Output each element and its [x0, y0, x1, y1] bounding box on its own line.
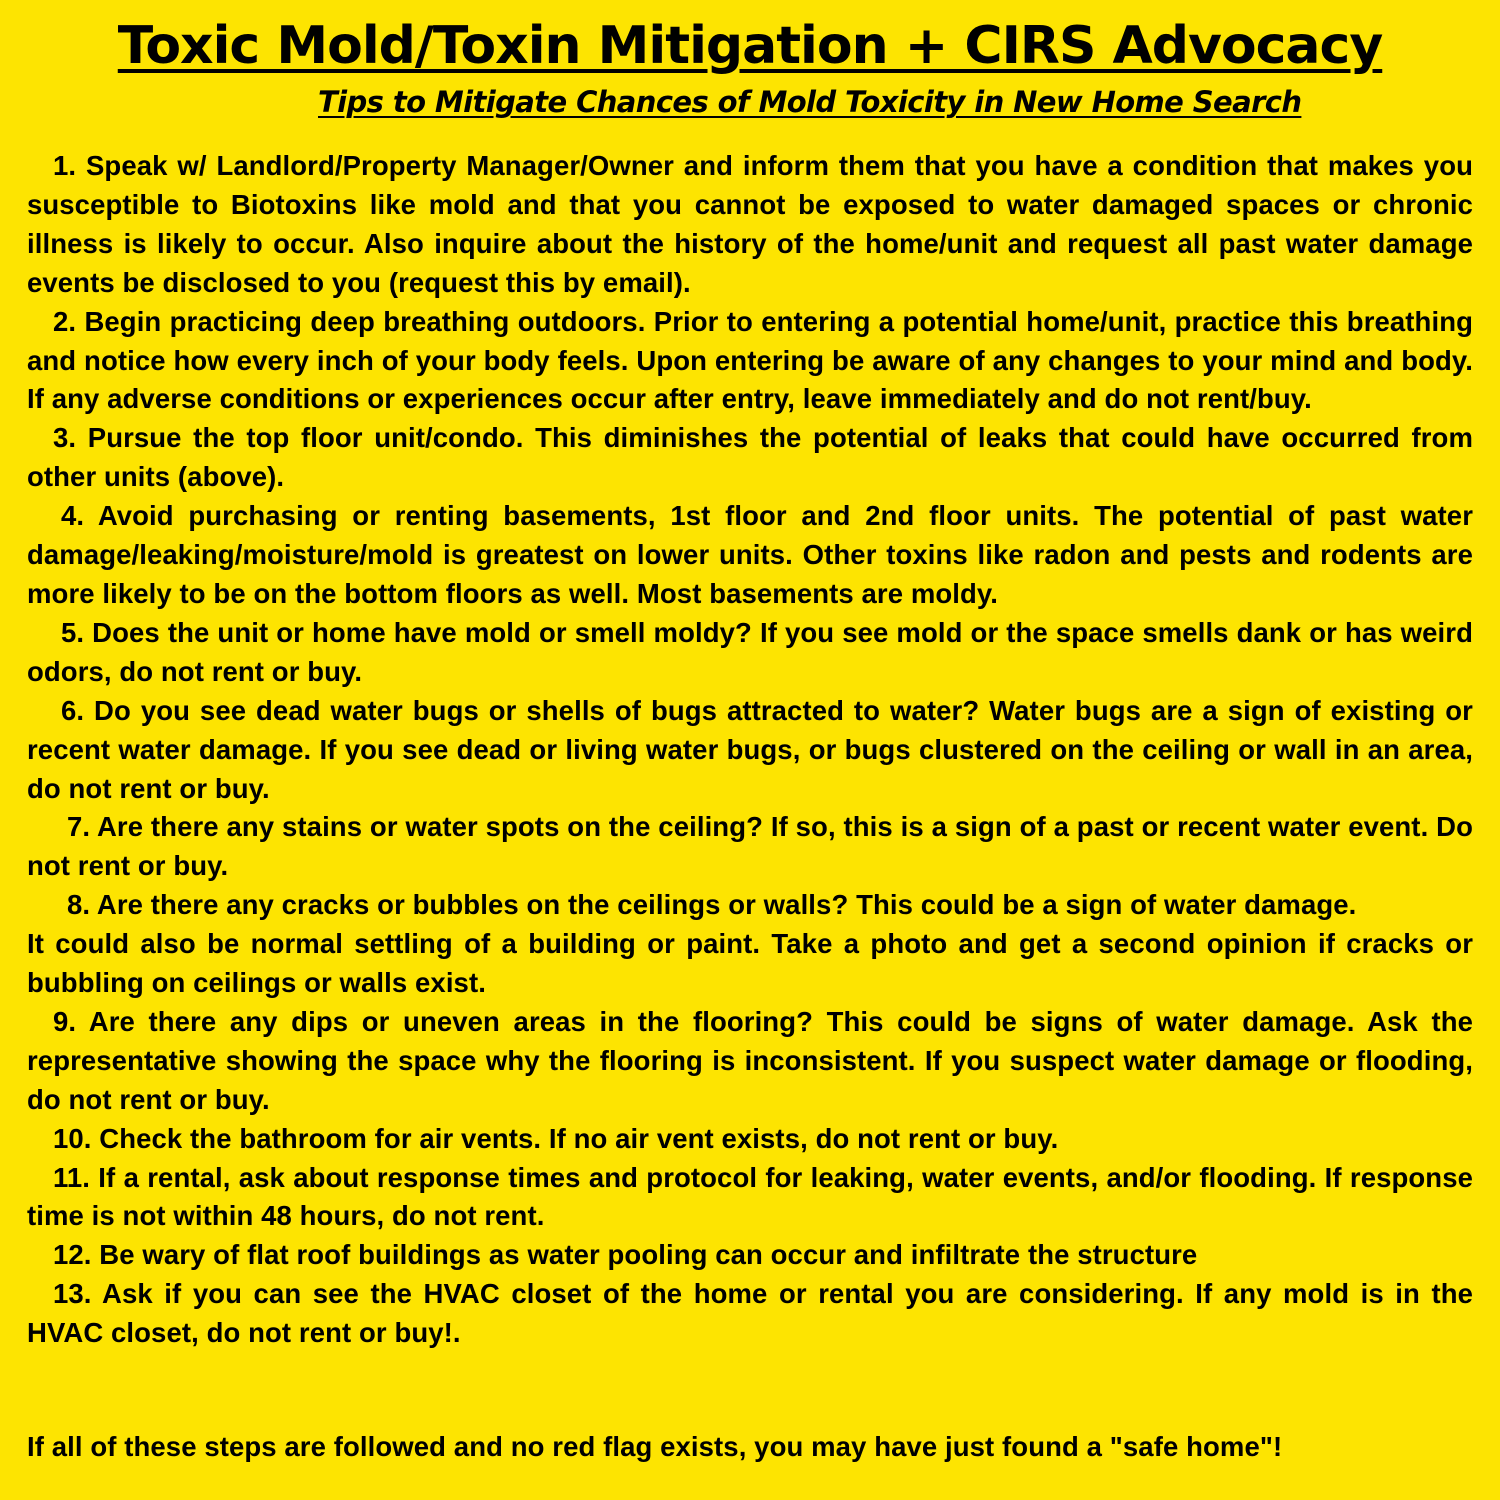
- page-title: [0, 14, 1500, 78]
- tip-item: 8. Are there any cracks or bubbles on the ceilings or walls? This could be a sign of water damage.: [67, 889, 1357, 921]
- subtitle-text: Tips to Mitigate Chances of Mold Toxicity in New Home Search: [318, 85, 1302, 119]
- tip-item: 2. Begin practicing deep breathing outdoors. Prior to entering a potential home/unit, practice this breathing and notice how every inch of your body feels. Upon entering be aware of any changes to your mind and body. If any adverse conditions or experiences occur after entry, leave immediately and do not rent/buy.: [27, 305, 1473, 415]
- tips-list: [27, 147, 1473, 1353]
- tip-item: 5. Does the unit or home have mold or smell moldy? If you see mold or the space smells dank or has weird odors, do not rent or buy.: [27, 616, 1473, 687]
- tip-item: 4. Avoid purchasing or renting basements, 1st floor and 2nd floor units. The potential of past water damage/leaking/moisture/mold is greatest on lower units. Other toxins like radon and pests and rodents are more likely to be on the bottom floors as well. Most basements are moldy.: [27, 500, 1473, 609]
- tip-item: 7. Are there any stains or water spots on the ceiling? If so, this is a sign of a past or recent water event. Do not rent or buy.: [27, 811, 1473, 882]
- tip-item: 12. Be wary of flat roof buildings as water pooling can occur and infiltrate the structure: [53, 1239, 1198, 1271]
- tip-item: 3. Pursue the top floor unit/condo. This diminishes the potential of leaks that could have occurred from other units (above).: [27, 422, 1473, 493]
- title-text: Toxic Mold/Toxin Mitigation + CIRS Advocacy: [117, 16, 1383, 76]
- tip-item: 6. Do you see dead water bugs or shells of bugs attracted to water? Water bugs are a sign of existing or recent water damage. If you see dead or living water bugs, or bugs clustered on the ceiling or wall in an area, do not rent or buy.: [27, 694, 1473, 804]
- tip-item: 11. If a rental, ask about response times and protocol for leaking, water events, and/or flooding. If response time is not within 48 hours, do not rent.: [27, 1161, 1473, 1232]
- closing-note: If all of these steps are followed and no red flag exists, you may have just found a "safe home"!: [27, 1431, 1283, 1462]
- tip-item-continuation: It could also be normal settling of a building or paint. Take a photo and get a second opinion if cracks or bubbling on ceilings or walls exist.: [27, 928, 1473, 999]
- tip-item: 1. Speak w/ Landlord/Property Manager/Owner and inform them that you have a condition that makes you susceptible to Biotoxins like mold and that you cannot be exposed to water damaged spaces or chronic illness is likely to occur. Also inquire about the history of the home/unit and request all past water damage events be disclosed to you (request this by email).: [27, 150, 1473, 298]
- tip-item: 10. Check the bathroom for air vents. If no air vent exists, do not rent or buy.: [53, 1122, 1059, 1154]
- tip-item: 9. Are there any dips or uneven areas in the flooring? This could be signs of water damage. Ask the representative showing the space why the flooring is inconsistent. If you suspect water damage or flooding, do not rent or buy.: [27, 1005, 1473, 1115]
- tip-item: 13. Ask if you can see the HVAC closet of the home or rental you are considering. If any mold is in the HVAC closet, do not rent or buy!.: [27, 1278, 1473, 1349]
- page-subtitle: [318, 82, 1368, 122]
